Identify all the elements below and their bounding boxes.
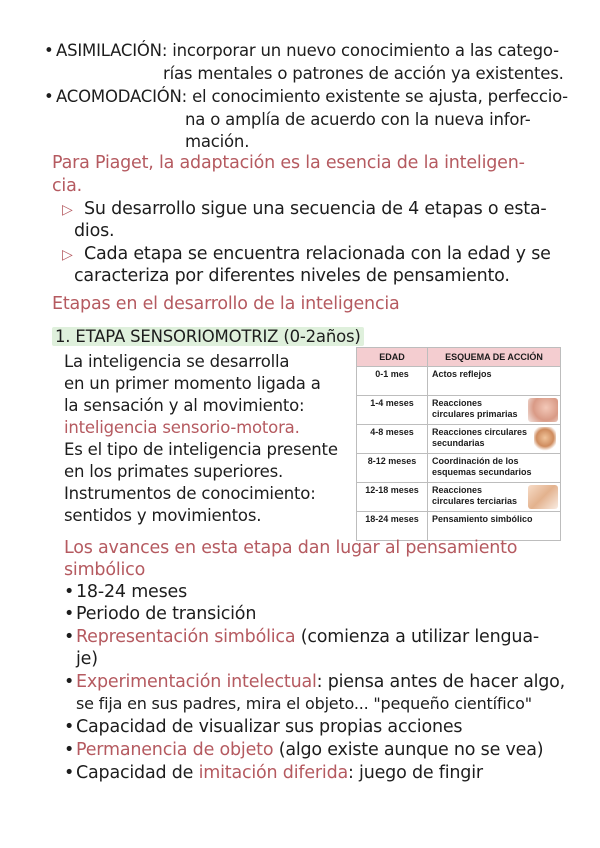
row-age: 12-18 meses xyxy=(357,483,428,512)
row-action-text: Coordinación de los esquemas secundarios xyxy=(432,456,532,477)
stage1-title xyxy=(52,326,364,348)
advance-item-1 xyxy=(64,581,187,603)
stage1-body-7: sentidos y movimientos. xyxy=(64,506,262,525)
advance-item-4-cont: se fija en sus padres, mira el objeto... "pequeño científico" xyxy=(76,694,532,713)
advance-item-3 xyxy=(64,626,539,648)
point-1-text: Su desarrollo sigue una secuencia de 4 etapas o esta- xyxy=(84,199,547,219)
bullet: • xyxy=(64,672,75,692)
stage1-body-6: Instrumentos de conocimiento: xyxy=(64,484,316,503)
row-age: 18-24 meses xyxy=(357,512,428,541)
acomodacion-line-1 xyxy=(44,86,568,108)
point-2-text: Cada etapa se encuentra relacionada con la edad y se xyxy=(84,244,551,264)
stage1-body-2: en un primer momento ligada a xyxy=(64,374,321,393)
table-row xyxy=(357,396,561,425)
adaptation-point-2-cont: caracteriza por diferentes niveles de pensamiento. xyxy=(74,266,510,286)
asimilacion-line-1 xyxy=(44,40,559,62)
row-action xyxy=(428,483,561,512)
advance-item-text: Capacidad de xyxy=(76,763,199,783)
asimilacion-term: ASIMILACIÓN: xyxy=(56,41,168,60)
row-action-text: Actos reflejos xyxy=(432,369,492,379)
advance-item-highlight: Representación simbólica xyxy=(76,627,296,647)
acomodacion-term: ACOMODACIÓN: xyxy=(56,87,188,106)
bullet: • xyxy=(64,627,75,647)
stage1-body-1: La inteligencia se desarrolla xyxy=(64,352,290,371)
advance-item-text: (algo existe aunque no se vea) xyxy=(273,740,544,760)
row-action-text: Reacciones circulares primarias xyxy=(432,398,518,419)
baby-photo-thumbnail xyxy=(534,427,556,451)
bullet: • xyxy=(64,604,75,624)
row-age: 1-4 meses xyxy=(357,396,428,425)
row-action xyxy=(428,454,561,483)
table-row xyxy=(357,483,561,512)
advance-item-text: Periodo de transición xyxy=(76,604,257,624)
asimilacion-definition: incorporar un nuevo conocimiento a las catego- xyxy=(172,41,559,60)
row-action xyxy=(428,367,561,396)
adaptation-point-1-cont: dios. xyxy=(74,221,115,241)
adaptation-heading-1: Para Piaget, la adaptación es la esencia de la inteligen- xyxy=(52,153,525,173)
row-action-text: Reacciones circulares secundarias xyxy=(432,427,528,448)
advance-item-text: : juego de fingir xyxy=(348,763,483,783)
row-action-text: Reacciones circulares terciarias xyxy=(432,485,518,506)
header-age: EDAD xyxy=(357,348,428,367)
table-row xyxy=(357,425,561,454)
advance-item-highlight: Permanencia de objeto xyxy=(76,740,274,760)
row-action xyxy=(428,425,561,454)
stage1-body-3: la sensación y al movimiento: xyxy=(64,396,305,415)
bullet: • xyxy=(64,763,75,783)
bullet: • xyxy=(64,717,75,737)
advance-item-text: 18-24 meses xyxy=(76,582,188,602)
advance-item-3-cont: je) xyxy=(76,649,98,669)
table-row xyxy=(357,367,561,396)
advance-item-7 xyxy=(64,762,483,784)
advance-item-highlight: imitación diferida xyxy=(198,763,348,783)
header-action: ESQUEMA DE ACCIÓN xyxy=(428,348,561,367)
row-age: 4-8 meses xyxy=(357,425,428,454)
row-age: 0-1 mes xyxy=(357,367,428,396)
row-action-text: Pensamiento simbólico xyxy=(432,514,533,524)
arrow-icon: ▷ xyxy=(62,247,73,263)
table-row xyxy=(357,454,561,483)
stage1-body-4: Es el tipo de inteligencia presente xyxy=(64,440,338,459)
bullet: • xyxy=(64,582,75,602)
advance-item-text: : piensa antes de hacer algo, xyxy=(316,672,566,692)
baby-photo-thumbnail xyxy=(528,485,558,509)
advance-item-5 xyxy=(64,716,462,738)
advances-heading-1: Los avances en esta etapa dan lugar al pensamiento xyxy=(64,538,518,558)
advance-item-4 xyxy=(64,671,565,693)
acomodacion-line-2: na o amplía de acuerdo con la nueva infor- xyxy=(185,110,531,129)
advance-item-2 xyxy=(64,603,256,625)
stage1-title-text: 1. ETAPA SENSORIOMOTRIZ (0-2años) xyxy=(52,327,364,346)
stage1-body-5: en los primates superiores. xyxy=(64,462,284,481)
bullet: • xyxy=(64,740,75,760)
row-action xyxy=(428,396,561,425)
advance-item-text: (comienza a utilizar lengua- xyxy=(295,627,539,647)
row-age: 8-12 meses xyxy=(357,454,428,483)
arrow-icon: ▷ xyxy=(62,202,73,218)
bullet: • xyxy=(44,41,54,60)
advance-item-text: Capacidad de visualizar sus propias acciones xyxy=(76,717,463,737)
stages-title: Etapas en el desarrollo de la inteligencia xyxy=(52,294,400,314)
advances-heading-2: simbólico xyxy=(64,560,146,580)
adaptation-point-1 xyxy=(62,198,547,221)
advance-item-highlight: Experimentación intelectual xyxy=(76,672,317,692)
acomodacion-line-3: mación. xyxy=(185,132,250,151)
action-scheme-table xyxy=(356,347,561,541)
stage1-body-red: inteligencia sensorio-motora. xyxy=(64,418,300,437)
advance-item-6 xyxy=(64,739,543,761)
adaptation-point-2 xyxy=(62,243,551,266)
table-header-row xyxy=(357,348,561,367)
baby-photo-thumbnail xyxy=(528,398,558,422)
adaptation-heading-2: cia. xyxy=(52,176,82,196)
acomodacion-definition: el conocimiento existente se ajusta, perfecciо- xyxy=(192,87,568,106)
asimilacion-line-2: rías mentales o patrones de acción ya existentes. xyxy=(163,64,564,83)
bullet: • xyxy=(44,87,54,106)
